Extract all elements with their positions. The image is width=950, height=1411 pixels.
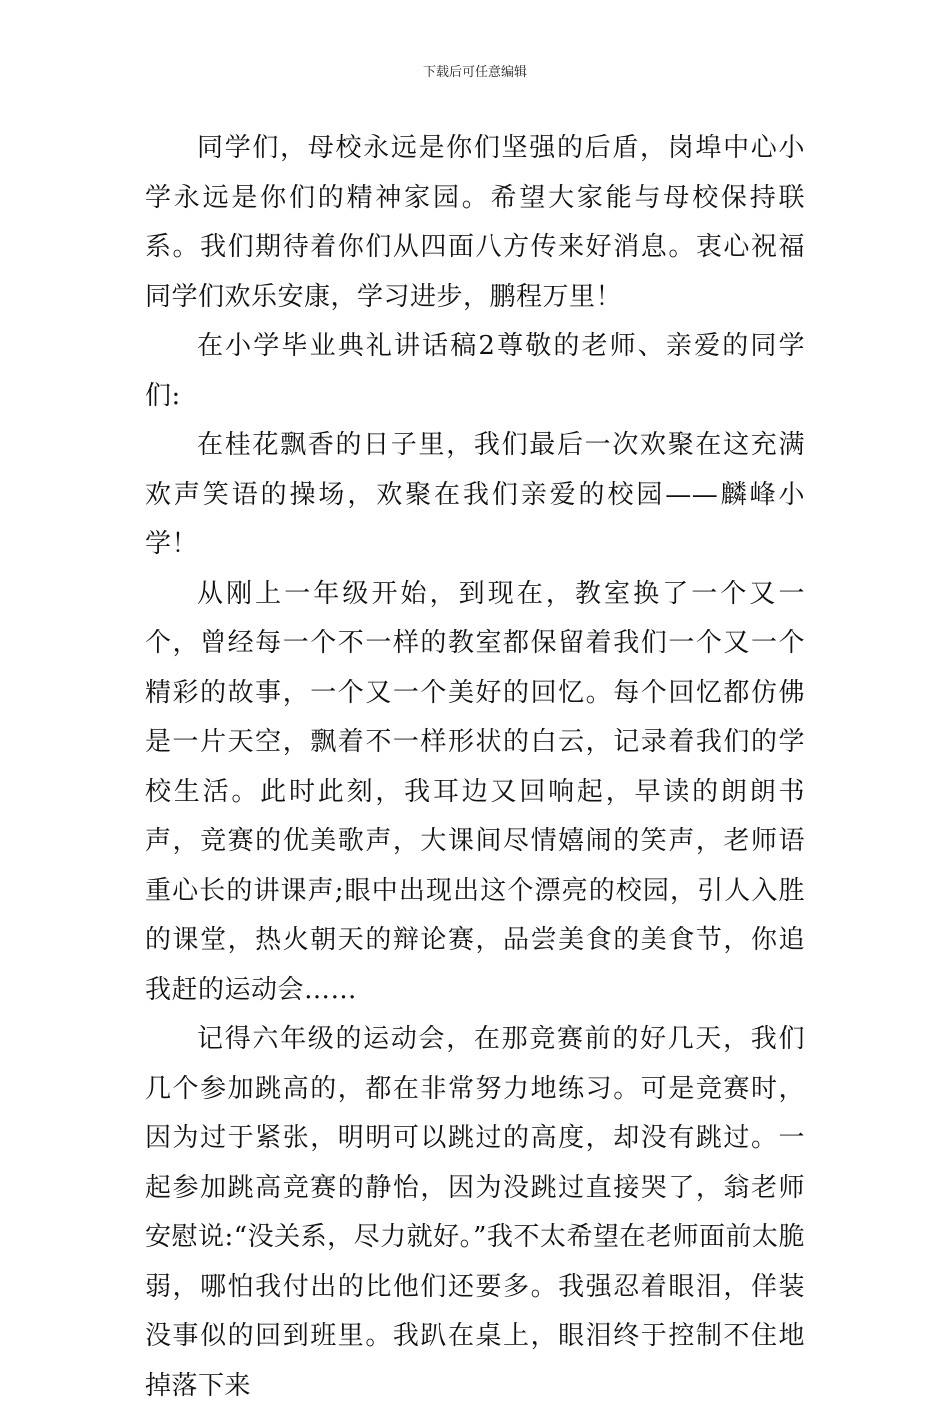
paragraph-gathering: 在桂花飘香的日子里，我们最后一次欢聚在这充满欢声笑语的操场，欢聚在我们亲爱的校园——麟峰小学！ — [145, 430, 805, 559]
paragraph-speech-title: 在小学毕业典礼讲话稿2尊敬的老师、亲爱的同学们: — [145, 331, 805, 411]
document-body — [145, 124, 805, 1411]
paragraph-sports-day: 记得六年级的运动会，在那竞赛前的好几天，我们几个参加跳高的，都在非常努力地练习。可是竞赛时，因为过于紧张，明明可以跳过的高度，却没有跳过。一起参加跳高竞赛的静怡，因为没跳过直接哭了，翁老师安慰说:“没关系，尽力就好。”我不太希望在老师面前太脆弱，哪怕我付出的比他们还要多。我强忍着眼泪，佯装没事似的回到班里。我趴在桌上，眼泪终于控制不住地掉落下来 — [145, 1024, 805, 1401]
paragraph-closing-wishes: 同学们，母校永远是你们坚强的后盾，岗埠中心小学永远是你们的精神家园。希望大家能与母校保持联系。我们期待着你们从四面八方传来好消息。衷心祝福同学们欢乐安康，学习进步，鹏程万里！ — [145, 133, 805, 312]
page-header: 下载后可任意编辑 — [422, 65, 527, 80]
paragraph-memories: 从刚上一年级开始，到现在，教室换了一个又一个，曾经每一个不一样的教室都保留着我们一个又一个精彩的故事，一个又一个美好的回忆。每个回忆都仿佛是一片天空，飘着不一样形状的白云，记录着我们的学校生活。此时此刻，我耳边又回响起，早读的朗朗书声，竞赛的优美歌声，大课间尽情嬉闹的笑声，老师语重心长的讲课声;眼中出现出这个漂亮的校园，引人入胜的课堂，热火朝天的辩论赛，品尝美食的美食节，你追我赶的运动会…… — [145, 578, 805, 1005]
